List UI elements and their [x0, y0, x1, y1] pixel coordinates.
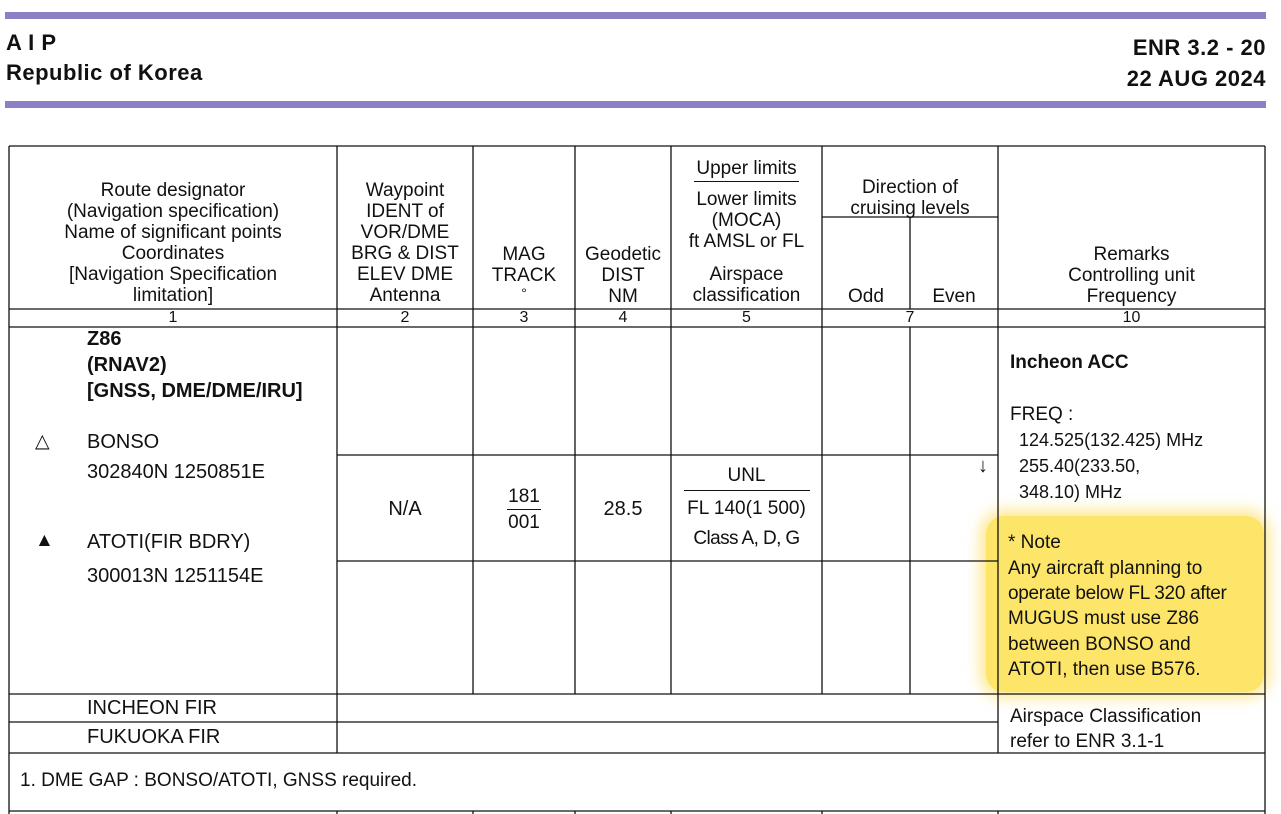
col5-ft-amsl: ft AMSL or FL: [688, 231, 805, 252]
note-line-1: Any aircraft planning to: [1008, 558, 1203, 579]
footnote: 1. DME GAP : BONSO/ATOTI, GNSS required.: [20, 770, 418, 791]
point1-coords: 302840N 1250851E: [87, 461, 265, 483]
note-title: * Note: [1008, 532, 1061, 553]
col1-line-4: Coordinates: [121, 243, 225, 264]
freq-line-1: 124.525(132.425) MHz: [1019, 430, 1204, 450]
col2-line-2: IDENT of: [366, 201, 444, 222]
track-inbound: 001: [508, 512, 540, 533]
airspace-class: Class A, D, G: [693, 528, 800, 549]
track-outbound: 181: [507, 486, 541, 510]
note-line-5: ATOTI, then use B576.: [1008, 659, 1201, 680]
col-number-1: 1: [168, 309, 178, 326]
col7-odd-header: Odd: [848, 286, 884, 307]
col2-header: [337, 180, 473, 306]
col2-line-1: Waypoint: [365, 180, 445, 201]
col-number-7: 7: [905, 309, 915, 326]
col1-line-3: Name of significant points: [64, 222, 282, 243]
col3-header: [473, 244, 575, 300]
col5-airspace: Airspace: [709, 264, 784, 285]
note-line-2: operate below FL 320 after: [1008, 583, 1227, 604]
segment-mag-track: [473, 486, 575, 534]
col-number-10: 10: [1122, 309, 1141, 326]
col10-header: [998, 244, 1265, 307]
state-name: Republic of Korea: [6, 60, 203, 85]
col2-line-4: BRG & DIST: [351, 243, 459, 264]
upper-limit: UNL: [684, 465, 810, 491]
col7-line-1: Direction of: [861, 177, 959, 198]
col3-line-3: °: [521, 285, 527, 301]
aip-label: A I P: [6, 30, 57, 55]
col3-line-2: TRACK: [491, 265, 557, 286]
col3-line-1: MAG: [502, 244, 546, 265]
freq-line-3: 348.10) MHz: [1019, 482, 1123, 502]
down-arrow-icon: ↓: [978, 455, 988, 477]
airspace-ref-line-2: refer to ENR 3.1-1: [1010, 731, 1165, 752]
compulsory-reporting-point-icon: ▲: [35, 530, 54, 551]
col1-line-6: limitation]: [132, 285, 214, 306]
col-number-4: 4: [618, 309, 628, 326]
col7-even-header: Even: [932, 286, 976, 307]
point2-coords: 300013N 1251154E: [87, 565, 264, 587]
segment-distance: 28.5: [603, 498, 643, 520]
col4-line-1: Geodetic: [584, 244, 662, 265]
col1-line-5: [Navigation Specification: [68, 264, 278, 285]
segment-waypoint: N/A: [388, 498, 422, 520]
note-line-3: MUGUS must use Z86: [1008, 608, 1200, 629]
route-limitation: [GNSS, DME/DME/IRU]: [87, 380, 303, 402]
route-designator: Z86: [87, 328, 122, 350]
col-number-5: 5: [742, 309, 751, 326]
col1-line-2: (Navigation specification): [66, 201, 280, 222]
col2-line-3: VOR/DME: [360, 222, 450, 243]
col2-line-6: Antenna: [369, 285, 441, 306]
col-number-2: 2: [400, 309, 410, 326]
col5-moca: (MOCA): [711, 210, 782, 231]
col5-classification: classification: [692, 285, 801, 306]
col2-line-5: ELEV DME: [356, 264, 454, 285]
col7-header: [822, 177, 998, 219]
col-number-3: 3: [519, 309, 529, 326]
point2-name: ATOTI(FIR BDRY): [87, 531, 251, 553]
freq-line-2: 255.40(233.50,: [1019, 456, 1141, 476]
segment-limits: [671, 465, 822, 550]
freq-label: FREQ :: [1010, 404, 1074, 425]
col10-line-1: Remarks: [1093, 244, 1170, 265]
col4-line-3: NM: [608, 286, 638, 307]
col5-header: [671, 158, 822, 306]
col4-line-2: DIST: [601, 265, 645, 286]
col7-line-2: cruising levels: [850, 198, 970, 219]
col10-line-3: Frequency: [1086, 286, 1177, 307]
page-reference: ENR 3.2 - 20: [1132, 35, 1266, 60]
col1-header: [9, 180, 337, 306]
col4-header: [575, 244, 671, 307]
effective-date: 22 AUG 2024: [1126, 66, 1266, 91]
controlling-unit: Incheon ACC: [1010, 352, 1129, 373]
col5-upper-limits: Upper limits: [694, 158, 798, 182]
col1-line-1: Route designator: [100, 180, 246, 201]
point1-name: BONSO: [87, 431, 160, 453]
route-nav-spec: (RNAV2): [87, 354, 167, 376]
airspace-ref-line-1: Airspace Classification: [1010, 706, 1202, 727]
note-line-4: between BONSO and: [1008, 634, 1191, 655]
fir-fukuoka: FUKUOKA FIR: [87, 726, 221, 748]
col10-line-2: Controlling unit: [1068, 265, 1195, 286]
lower-limit: FL 140(1 500): [687, 498, 806, 519]
flyby-waypoint-icon: △: [35, 431, 50, 452]
col5-lower-limits: Lower limits: [696, 189, 797, 210]
fir-incheon: INCHEON FIR: [87, 697, 217, 719]
